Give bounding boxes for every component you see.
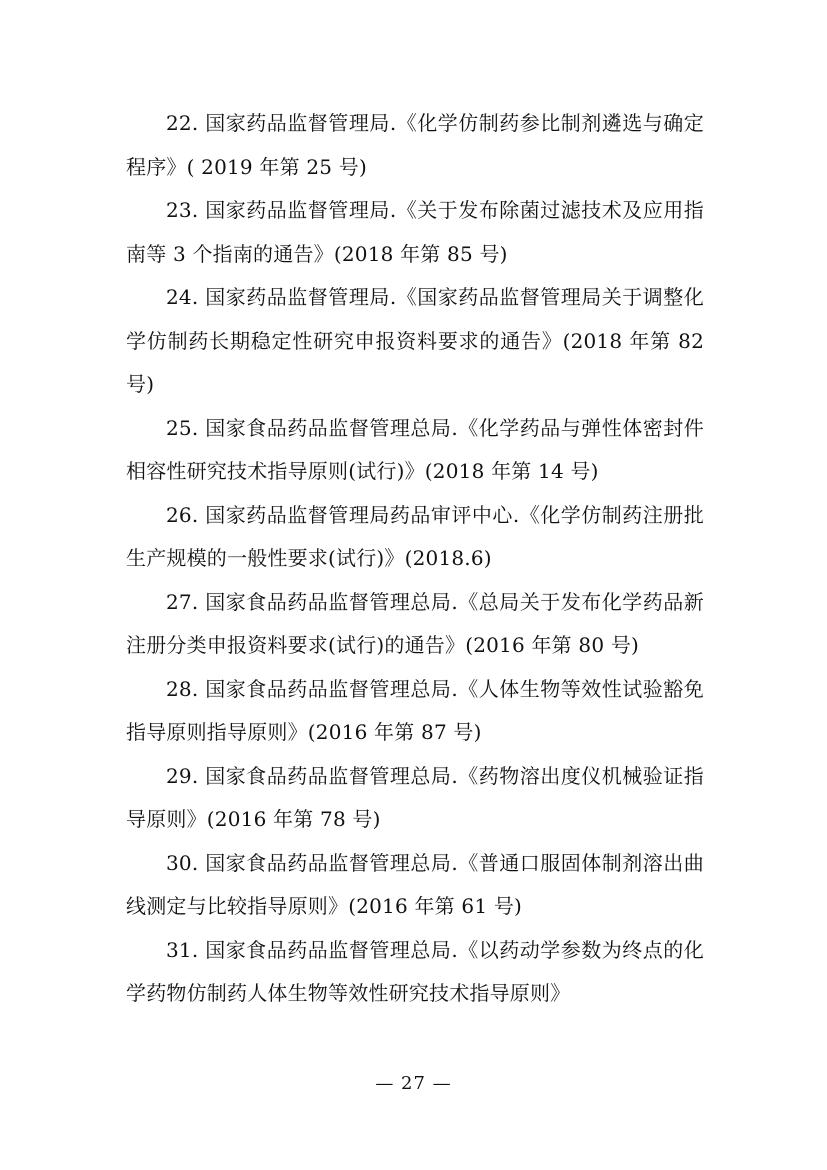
reference-item-24: 24. 国家药品监督管理局.《国家药品监督管理局关于调整化学仿制药长期稳定性研究申报资料要求的通告》(2018 年第 82 号) [126,285,704,396]
reference-item-22: 22. 国家药品监督管理局.《化学仿制药参比制剂遴选与确定程序》( 2019 年第 25 号) [126,111,704,179]
reference-item-29: 29. 国家食品药品监督管理总局.《药物溶出度仪机械验证指导原则》(2016 年第 78 号) [126,763,704,831]
reference-list [126,102,704,1016]
reference-item-26: 26. 国家药品监督管理局药品审评中心.《化学仿制药注册批生产规模的一般性要求(试行)》(2018.6) [126,502,704,570]
reference-item-23: 23. 国家药品监督管理局.《关于发布除菌过滤技术及应用指南等 3 个指南的通告》(2018 年第 85 号) [126,198,704,266]
reference-item-28: 28. 国家食品药品监督管理总局.《人体生物等效性试验豁免指导原则指导原则》(2016 年第 87 号) [126,676,704,744]
page-number: — 27 — [375,1073,452,1094]
reference-item-31: 31. 国家食品药品监督管理总局.《以药动学参数为终点的化学药物仿制药人体生物等效性研究技术指导原则》 [126,937,704,1005]
reference-item-30: 30. 国家食品药品监督管理总局.《普通口服固体制剂溶出曲线测定与比较指导原则》(2016 年第 61 号) [126,850,704,918]
reference-item-27: 27. 国家食品药品监督管理总局.《总局关于发布化学药品新注册分类申报资料要求(试行)的通告》(2016 年第 80 号) [126,589,704,657]
reference-item-25: 25. 国家食品药品监督管理总局.《化学药品与弹性体密封件相容性研究技术指导原则(试行)》(2018 年第 14 号) [126,415,704,483]
